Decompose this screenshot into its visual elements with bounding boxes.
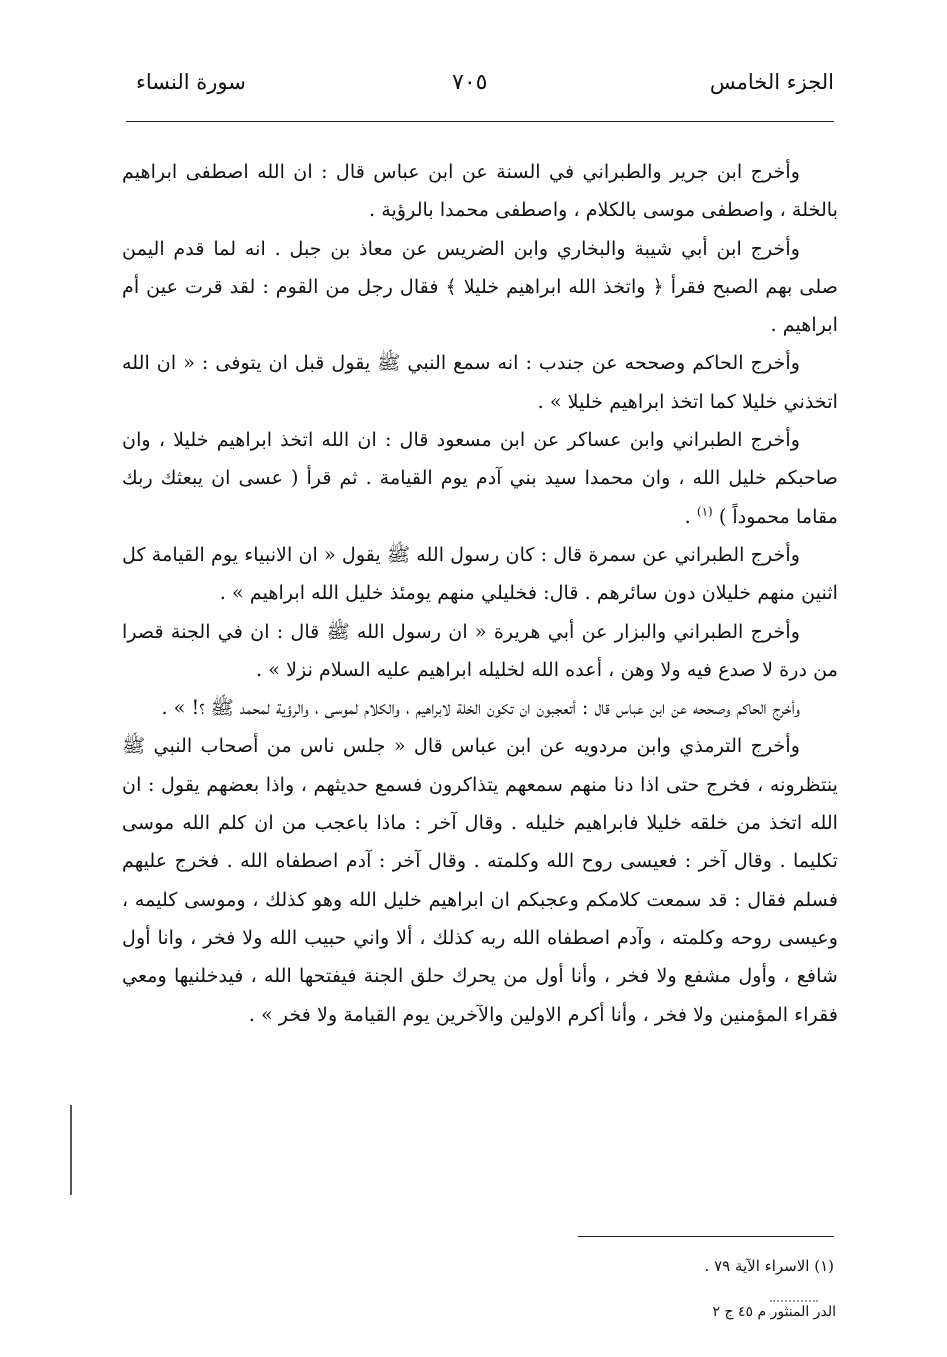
footnote-reference: (١) xyxy=(696,504,713,519)
scan-speck xyxy=(770,1300,818,1305)
printer-signature: الدر المنثور م ٤٥ ج ٢ xyxy=(712,1304,836,1320)
footnote: (١) الاسراء الآية ٧٩ . xyxy=(704,1257,834,1275)
paragraph-end: . xyxy=(684,504,697,528)
page-number: ٧٠٥ xyxy=(452,70,488,95)
scan-edge-mark xyxy=(70,1105,72,1195)
paragraph: وأخرج الترمذي وابن مردويه عن ابن عباس قال « جلس ناس من أصحاب النبي ﷺ ينتظرونه ، فخرج حتى اذا دنا منهم سمعهم يتذاكرون فسمع حديثهم ، واذا بعضهم يقول : ان الله اتخذ من خلقه خليلا فابراهيم خليله . وقال آخر : ماذا باعجب من ان كلم الله موسى تكليما . وقال آخر : فعيسى روح الله وكلمته . وقال آخر : آدم اصطفاه الله . فخرج عليهم فسلم فقال : قد سمعت كلامكم وعجبكم ان ابراهيم خليل الله وهو كذلك ، وموسى كليمه ، وعيسى روحه وكلمته ، وآدم اصطفاه الله ربه كذلك ، ألا واني حبيب الله ولا فخر ، وانا أول شافع ، وأول مشفع ولا فخر ، وأنا أول من يحرك حلق الجنة فيفتحها الله ، فيدخلنيها ومعي فقراء المؤمنين ولا فخر ، وأنا أكرم الاولين والآخرين يوم القيامة ولا فخر » . xyxy=(122,734,838,1026)
paragraph: وأخرج الحاكم وصححه عن جندب : انه سمع النبي ﷺ يقول قبل ان يتوفى : « ان الله اتخذني خليلا كما اتخذ ابراهيم خليلا » . xyxy=(122,351,838,413)
paragraph-text: وأخرج الطبراني وابن عساكر عن ابن مسعود قال : ان الله اتخذ ابراهيم خليلا ، وان صاحبكم خليل الله ، وان محمدا سيد بني آدم يوم القيامة . ثم قرأ ( عسى ان يبعثك ربك مقاما محموداً ) xyxy=(122,428,838,528)
header-divider xyxy=(126,121,834,122)
paragraph: وأخرج ابن جرير والطبراني في السنة عن ابن عباس قال : ان الله اصطفى ابراهيم بالخلة ، واصطفى موسى بالكلام ، واصطفى محمدا بالرؤية . xyxy=(122,160,838,222)
main-text xyxy=(122,153,838,1034)
footnote-divider xyxy=(578,1236,834,1237)
page-header xyxy=(122,70,834,110)
surah-title: سورة النساء xyxy=(136,70,246,94)
paragraph: وأخرج ابن أبي شيبة والبخاري وابن الضريس عن معاذ بن جبل . انه لما قدم اليمن صلى بهم الصبح فقرأ ﴿ واتخذ الله ابراهيم خليلا ﴾ فقال رجل من القوم : لقد قرت عين أم ابراهيم . xyxy=(122,236,838,337)
part-title: الجزء الخامس xyxy=(709,70,834,94)
paragraph: وأخرج الطبراني والبزار عن أبي هريرة « ان رسول الله ﷺ قال : ان في الجنة قصرا من درة لا صدع فيه ولا وهن ، أعده الله لخليله ابراهيم عليه السلام نزلا » . xyxy=(122,619,838,681)
paragraph: وأخرج الحاكم وصححه عن ابن عباس قال : أتعجبون ان تكون الخلة لابراهيم ، والكلام لموسى ، والرؤية لمحمد ﷺ ؟! » . xyxy=(161,696,800,720)
paragraph: وأخرج الطبراني عن سمرة قال : كان رسول الله ﷺ يقول « ان الانبياء يوم القيامة كل اثنين منهم خليلان دون سائرهم . قال: فخليلي منهم يومئذ خليل الله ابراهيم » . xyxy=(122,542,838,605)
paragraph xyxy=(122,421,838,536)
